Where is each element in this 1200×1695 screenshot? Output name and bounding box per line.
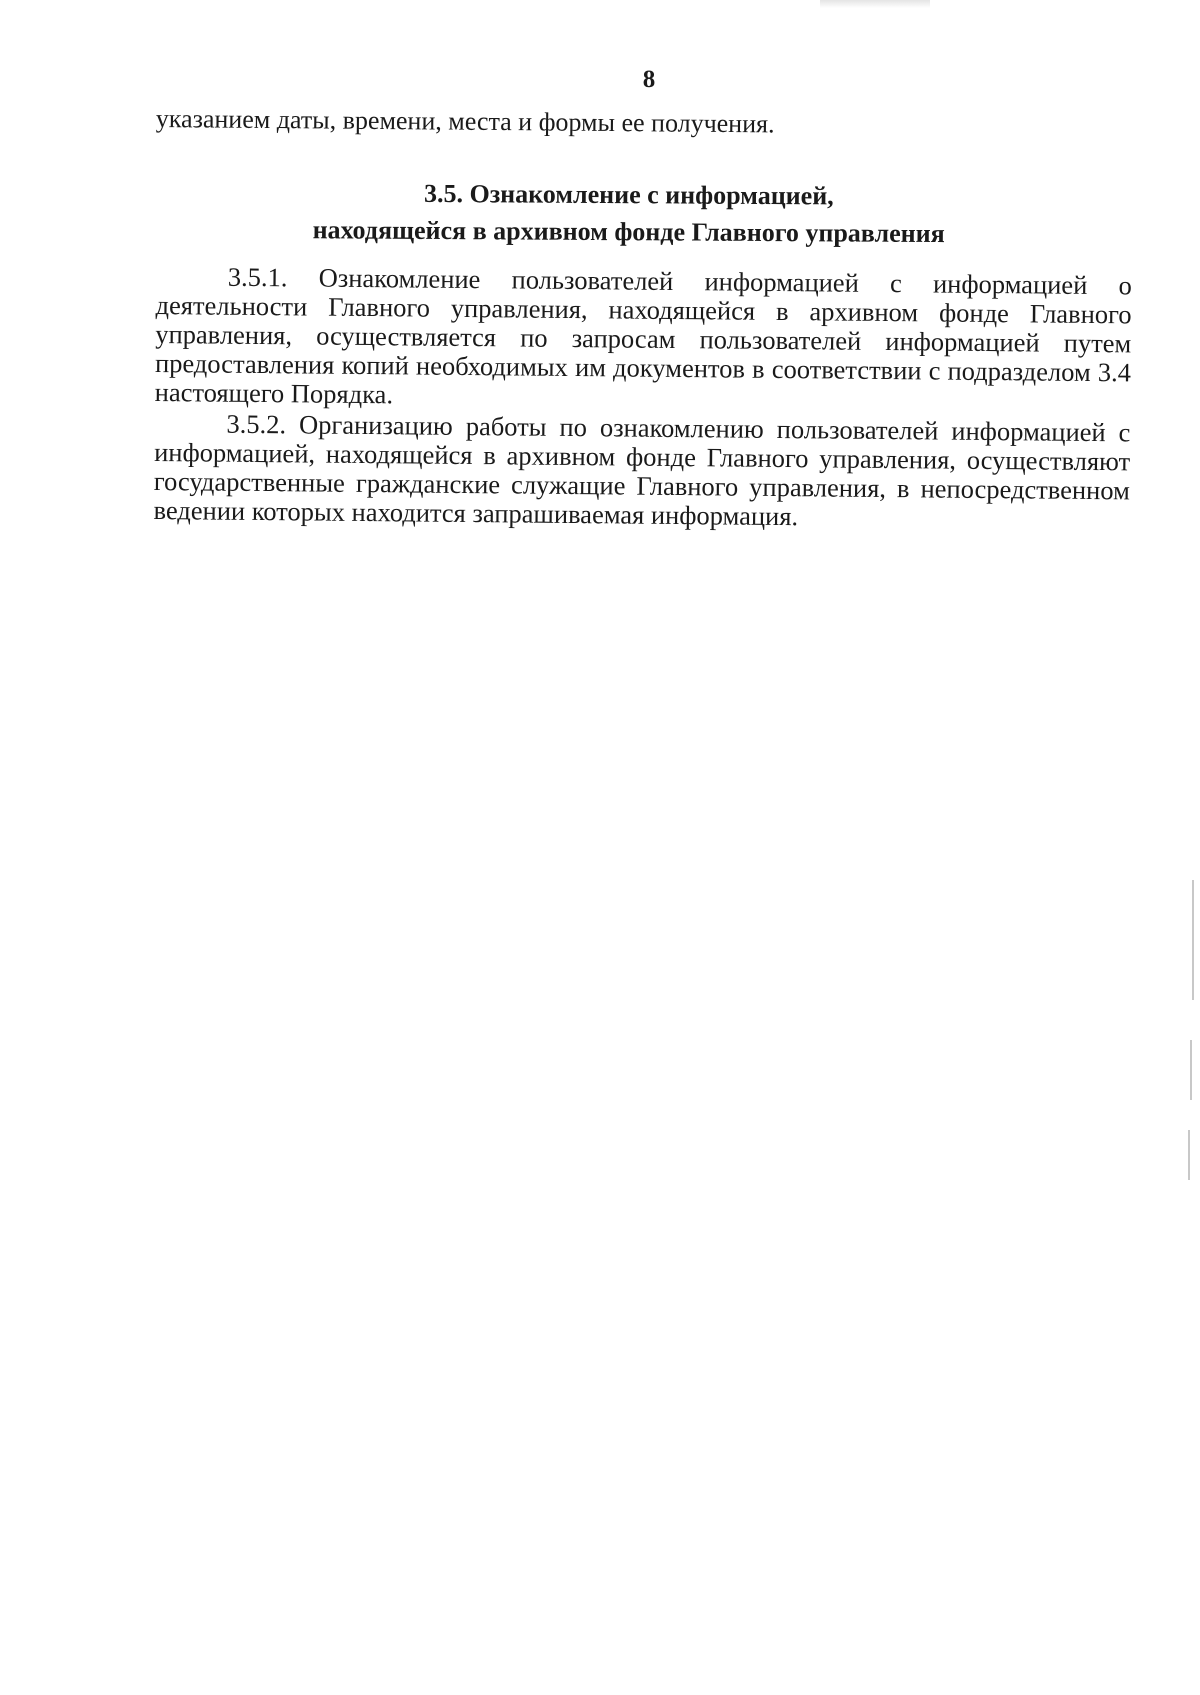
page-number: 8	[642, 66, 656, 93]
scan-edge-mark	[1190, 1040, 1192, 1100]
continuation-text: указанием даты, времени, места и формы ее получения.	[155, 104, 775, 139]
scan-edge-mark	[1192, 880, 1194, 1000]
scan-edge-mark	[1188, 1130, 1190, 1180]
scan-smudge	[820, 0, 930, 8]
section-heading-line-1: 3.5. Ознакомление с информацией,	[423, 178, 834, 211]
section-body	[153, 262, 1131, 534]
section-heading	[0, 172, 1200, 253]
section-heading-line-2: находящейся в архивном фонде Главного управления	[312, 215, 945, 249]
paragraph-3-5-2: 3.5.2. Организацию работы по ознакомлению пользователей информацией с информацией, находящейся в архивном фонде Главного управления, осуществляют государственные гражданские служащие Главного управления, в непосредственном ведении которых находится запрашиваемая информация.	[153, 408, 1131, 532]
paragraph-3-5-1: 3.5.1. Ознакомление пользователей информацией с информацией о деятельности Главного управления, находящейся в архивном фонде Главного управления, осуществляется по запросам пользователей информацией путем предоставления копий необходимых им документов в соответствии с подразделом 3.4 настоящего Порядка.	[154, 261, 1132, 410]
